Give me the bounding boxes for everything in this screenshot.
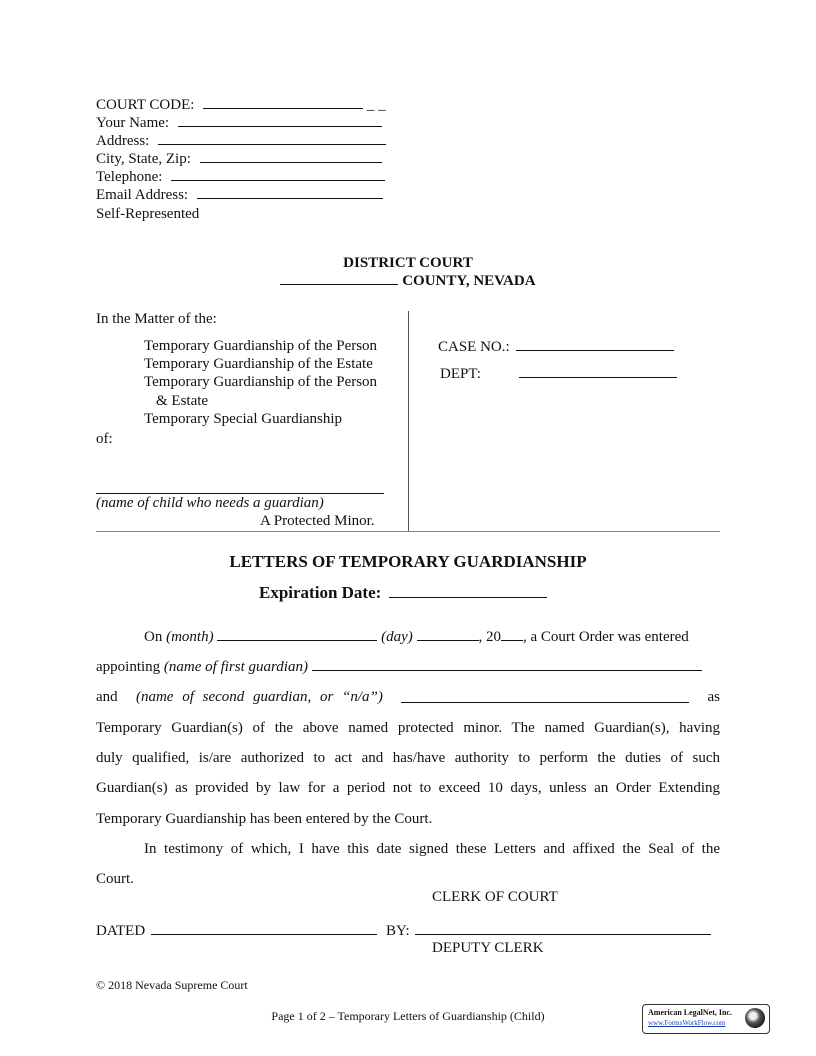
option-guardianship-person-estate[interactable]: Temporary Guardianship of the Person <box>144 374 378 390</box>
option-guardianship-person[interactable]: Temporary Guardianship of the Person <box>144 338 378 354</box>
dated-field <box>96 921 377 941</box>
protected-minor: A Protected Minor. <box>260 513 375 529</box>
body-line-4: Temporary Guardian(s) of the above named protected minor. The named Guardian(s), having <box>96 720 720 736</box>
address-line[interactable] <box>158 143 386 145</box>
second-guardian-hint: (name of second guardian, or “n/a”) <box>135 689 383 705</box>
court-code-field <box>96 96 386 114</box>
badge-url[interactable]: www.FormsWorkFlow.com <box>648 1019 726 1027</box>
option-special-guardianship[interactable]: Temporary Special Guardianship <box>144 411 343 427</box>
court-code-label: COURT CODE: <box>96 97 195 113</box>
address-label: Address: <box>96 133 150 149</box>
option-estate-continued: & Estate <box>156 393 209 409</box>
city-state-zip-field <box>96 150 382 168</box>
month-line[interactable] <box>217 639 377 641</box>
body-line-3 <box>96 687 720 707</box>
case-no-line[interactable] <box>516 349 674 351</box>
your-name-label: Your Name: <box>96 115 170 131</box>
city-state-zip-line[interactable] <box>200 161 382 163</box>
court-end: Court. <box>96 871 134 887</box>
and-text: and <box>96 689 118 705</box>
dated-label: DATED <box>96 923 146 939</box>
dept-line[interactable] <box>519 376 677 378</box>
second-guardian-line[interactable] <box>401 701 689 703</box>
year-prefix: , 20 <box>478 629 501 645</box>
telephone-label: Telephone: <box>96 169 163 185</box>
signature-line[interactable] <box>415 933 711 935</box>
expiration-date-line[interactable] <box>389 596 547 598</box>
county-label: COUNTY, NEVADA <box>402 273 536 289</box>
court-code-line[interactable] <box>203 107 363 109</box>
dept-field <box>440 365 677 383</box>
option-guardianship-estate[interactable]: Temporary Guardianship of the Estate <box>144 356 373 372</box>
caption-divider <box>408 311 409 531</box>
clerk-of-court: CLERK OF COURT <box>432 889 558 905</box>
court-name: DISTRICT COURT <box>343 255 473 271</box>
case-no-field <box>438 338 674 356</box>
on-text: On <box>144 629 163 645</box>
child-name-hint: (name of child who needs a guardian) <box>96 495 324 511</box>
telephone-line[interactable] <box>171 179 385 181</box>
case-no-label: CASE NO.: <box>438 339 510 355</box>
of-label: of: <box>96 431 113 447</box>
court-code-suffix: _ _ <box>366 97 386 113</box>
copyright: © 2018 Nevada Supreme Court <box>96 978 248 992</box>
first-guardian-line[interactable] <box>312 669 702 671</box>
body-line-5: duly qualified, is/are authorized to act and has/have authority to perform the duties of such <box>96 750 720 766</box>
your-name-field <box>96 114 382 132</box>
first-guardian-hint: (name of first guardian) <box>163 659 308 675</box>
legalnet-badge[interactable] <box>642 1004 770 1034</box>
body-line-6: Guardian(s) as provided by law for a period not to exceed 10 days, unless an Order Extending <box>96 780 720 796</box>
county-line[interactable] <box>280 283 398 285</box>
order-entered-text: , a Court Order was entered <box>523 629 689 645</box>
deputy-clerk: DEPUTY CLERK <box>432 940 544 956</box>
document-title: LETTERS OF TEMPORARY GUARDIANSHIP <box>229 552 587 571</box>
expiration-date-field <box>259 583 547 603</box>
email-label: Email Address: <box>96 187 189 203</box>
testimony-line: In testimony of which, I have this date signed these Letters and affixed the Seal of the <box>144 841 720 857</box>
telephone-field <box>96 168 385 186</box>
your-name-line[interactable] <box>178 125 382 127</box>
day-hint: (day) <box>381 629 413 645</box>
caption-bottom-rule <box>96 531 720 532</box>
dept-label: DEPT: <box>440 366 481 382</box>
expiration-label: Expiration Date: <box>259 583 382 602</box>
year-line[interactable] <box>501 639 523 641</box>
city-state-zip-label: City, State, Zip: <box>96 151 191 167</box>
email-line[interactable] <box>197 197 383 199</box>
appointing-text: appointing <box>96 659 161 675</box>
page-number: Page 1 of 2 – Temporary Letters of Guardianship (Child) <box>271 1009 545 1023</box>
month-hint: (month) <box>166 629 214 645</box>
email-field <box>96 186 383 204</box>
legalnet-logo-icon <box>745 1008 765 1028</box>
by-label: BY: <box>386 923 410 939</box>
by-field <box>386 921 711 941</box>
body-line-7: Temporary Guardianship has been entered by the Court. <box>96 811 433 827</box>
matter-of: In the Matter of the: <box>96 311 217 327</box>
self-represented: Self-Represented <box>96 206 200 222</box>
body-line-2 <box>96 657 720 677</box>
badge-name: American LegalNet, Inc. <box>648 1008 732 1017</box>
day-line[interactable] <box>417 639 479 641</box>
county-heading <box>0 272 816 290</box>
body-line-1 <box>96 627 720 647</box>
as-text: as <box>707 689 720 705</box>
address-field <box>96 132 386 150</box>
dated-line[interactable] <box>151 933 377 935</box>
